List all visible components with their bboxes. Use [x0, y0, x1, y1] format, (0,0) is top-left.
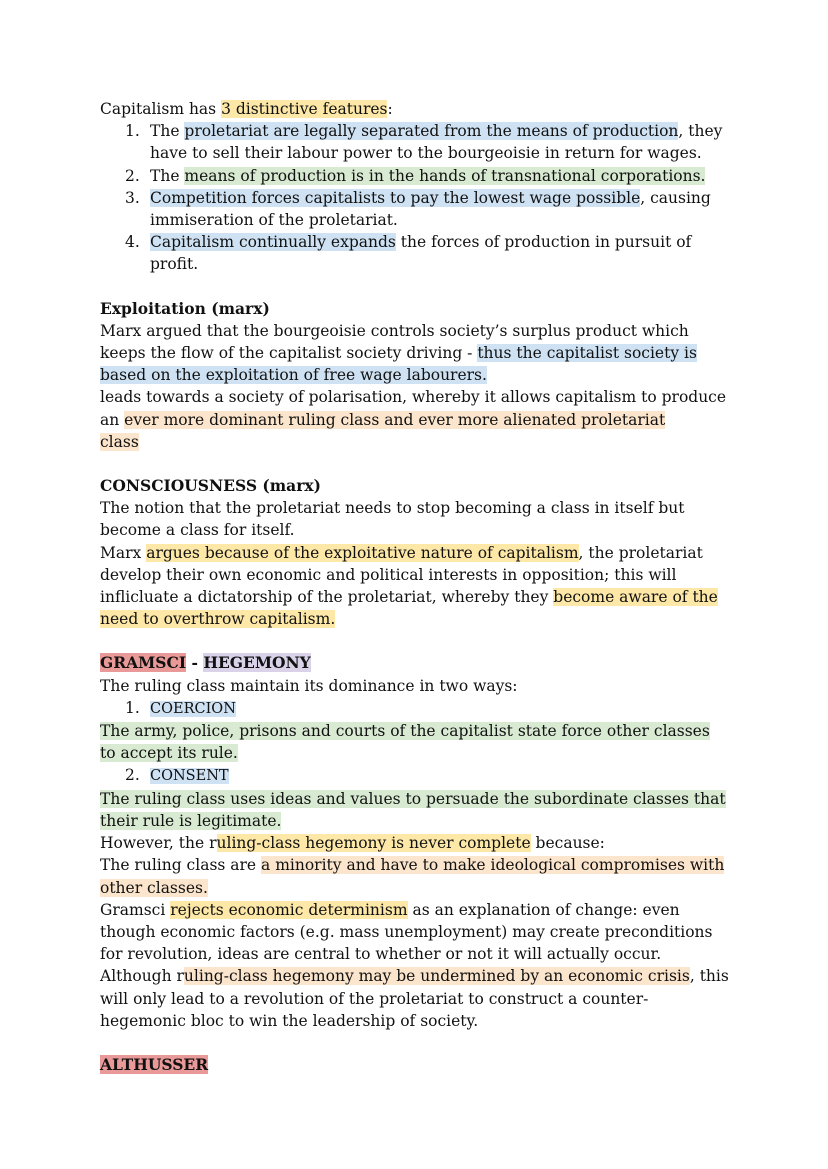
- consent-item: 2. CONSENT: [125, 766, 229, 785]
- features-list: [100, 120, 730, 275]
- intro-highlight: 3 distinctive features: [221, 100, 388, 118]
- gramsci-intro: The ruling class maintain its dominance in two ways:: [100, 676, 518, 695]
- hegemony-topic: HEGEMONY: [203, 653, 311, 673]
- consciousness-paragraph: The notion that the proletariat needs to stop becoming a class in itself but become a class for itself.: [100, 499, 685, 540]
- consciousness-heading: CONSCIOUSNESS (marx): [100, 476, 321, 496]
- consciousness-argument: Marx argues because of the exploitative nature of capitalism, the proletariat develop their own economic and political interests in opposition; this will inflicluate a dictatorship of the proletariat, whereby they become aware of the need to overthrow capitalism.: [100, 543, 718, 629]
- feature-item: 4. Capitalism continually expands the forces of production in pursuit of profit.: [125, 233, 692, 274]
- document-page: [100, 98, 730, 1076]
- rejects-paragraph: Gramsci rejects economic determinism as an explanation of change: even though economic factors (e.g. mass unemployment) may create preconditions for revolution, ideas are central to whether or not it will actually occur.: [100, 900, 713, 964]
- intro-line: Capitalism has 3 distinctive features:: [100, 100, 393, 118]
- coercion-paragraph: The army, police, prisons and courts of the capitalist state force other classes to accept its rule.: [100, 722, 710, 763]
- exploitation-heading: Exploitation (marx): [100, 298, 270, 318]
- polarisation-paragraph-end: class: [100, 432, 139, 451]
- minority-paragraph: The ruling class are a minority and have to make ideological compromises with other classes.: [100, 856, 725, 897]
- feature-item: 3. Competition forces capitalists to pay the lowest wage possible, causing immiseration of the proletariat.: [125, 188, 711, 230]
- feature-item: 2. The means of production is in the hands of transnational corporations.: [125, 166, 706, 185]
- although-paragraph: Although ruling-class hegemony may be undermined by an economic crisis, this will only lead to a revolution of the proletariat to construct a counter-hegemonic bloc to win the leadership of society.: [100, 967, 729, 1030]
- feature-item: 1. The proletariat are legally separated from the means of production, they have to sell their labour power to the bourgeoisie in return for wages.: [125, 122, 723, 163]
- coercion-item: 1. COERCION: [125, 698, 236, 717]
- however-paragraph: However, the ruling-class hegemony is never complete because:: [100, 834, 605, 853]
- consent-paragraph: The ruling class uses ideas and values to persuade the subordinate classes that their rule is legitimate.: [100, 789, 726, 830]
- gramsci-name: GRAMSCI: [100, 653, 187, 673]
- althusser-heading: ALTHUSSER: [100, 1054, 209, 1074]
- exploitation-paragraph: Marx argued that the bourgeoisie controls society’s surplus product which keeps the flow of the capitalist society driving - thus the capitalist society is based on the exploitation of free wage labourers.: [100, 321, 697, 385]
- gramsci-heading: GRAMSCI - HEGEMONY: [100, 653, 311, 673]
- polarisation-paragraph: leads towards a society of polarisation, whereby it allows capitalism to produce an ever more dominant ruling class and ever more alienated proletariat: [100, 388, 727, 429]
